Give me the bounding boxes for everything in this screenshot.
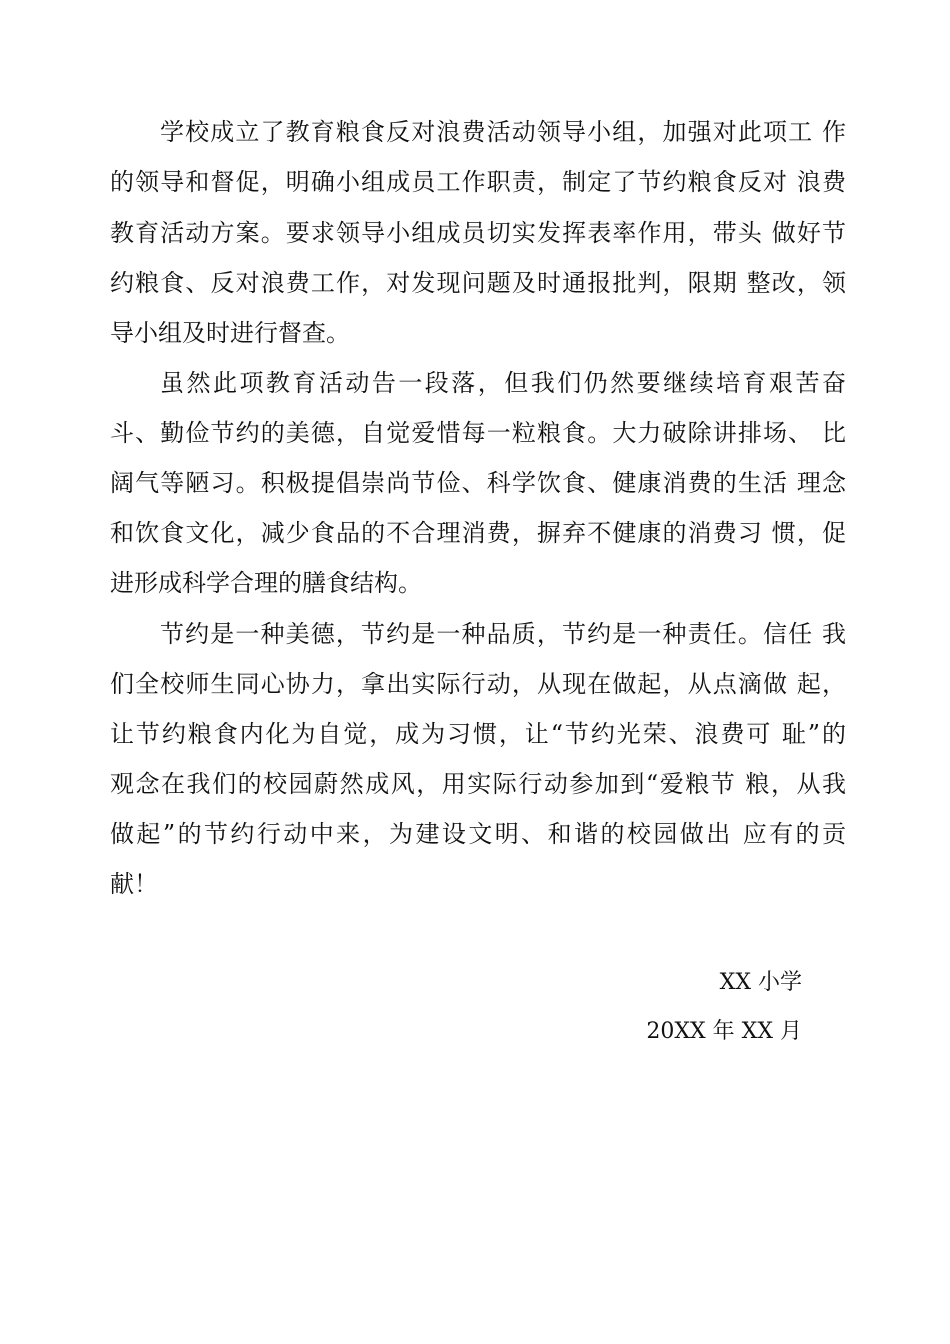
paragraph-1-line-5: 导小组及时进行督查。 bbox=[110, 319, 350, 347]
paragraph-3-line-4: 观念在我们的校园蔚然成风，用实际行动参加到“爱粮节 粮，从我 bbox=[110, 770, 846, 798]
paragraph-2-line-3: 阔气等陋习。积极提倡崇尚节俭、科学饮食、健康消费的生活 理念 bbox=[110, 469, 846, 497]
paragraph-2-line-2: 斗、勤俭节约的美德，自觉爱惜每一粒粮食。大力破除讲排场、 比 bbox=[110, 419, 846, 447]
paragraph-2-line-5: 进形成科学合理的膳食结构。 bbox=[110, 569, 422, 597]
paragraph-1-line-2: 的领导和督促，明确小组成员工作职责，制定了节约粮食反对 浪费 bbox=[110, 168, 846, 196]
paragraph-3-line-2: 们全校师生同心协力，拿出实际行动，从现在做起，从点滴做 起， bbox=[110, 670, 846, 698]
paragraph-2-line-4: 和饮食文化，减少食品的不合理消费，摒弃不健康的消费习 惯，促 bbox=[110, 519, 846, 547]
paragraph-3-line-5: 做起”的节约行动中来，为建设文明、和谐的校园做出 应有的贡 bbox=[110, 820, 846, 848]
paragraph-1-line-4: 约粮食、反对浪费工作，对发现问题及时通报批判，限期 整改，领 bbox=[110, 269, 846, 297]
paragraph-3-line-1: 节约是一种美德，节约是一种品质，节约是一种责任。信任 我 bbox=[160, 620, 846, 648]
paragraph-1-line-3: 教育活动方案。要求领导小组成员切实发挥表率作用，带头 做好节 bbox=[110, 219, 846, 247]
paragraph-2-line-1: 虽然此项教育活动告一段落，但我们仍然要继续培育艰苦奋 bbox=[160, 369, 846, 397]
signature-date: 20XX 年 XX 月 bbox=[646, 1019, 802, 1044]
paragraph-3-line-3: 让节约粮食内化为自觉，成为习惯，让“节约光荣、浪费可 耻”的 bbox=[110, 720, 846, 748]
paragraph-3-line-6: 献！ bbox=[110, 870, 158, 898]
paragraph-1-line-1: 学校成立了教育粮食反对浪费活动领导小组，加强对此项工 作 bbox=[160, 118, 846, 146]
signature-organization: XX 小学 bbox=[719, 970, 802, 995]
